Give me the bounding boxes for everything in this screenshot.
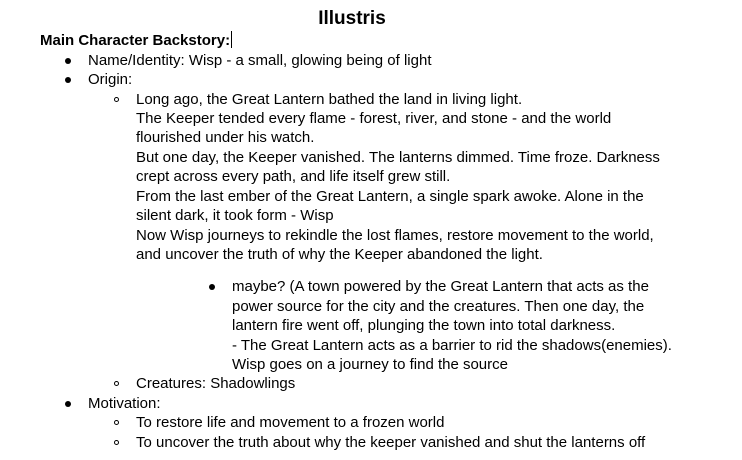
maybe-line: maybe? (A town powered by the Great Lantern that acts as the — [232, 278, 649, 295]
origin-line: crept across every path, and life itself grew still. — [136, 168, 451, 185]
bullet-circle-icon — [114, 97, 119, 102]
bullet-disc-icon — [65, 401, 71, 407]
maybe-line: - The Great Lantern acts as a barrier to rid the shadows(enemies). — [232, 337, 672, 354]
origin-line: and uncover the truth of why the Keeper abandoned the light. — [136, 246, 543, 263]
bullet-disc-icon — [65, 58, 71, 64]
maybe-line: power source for the city and the creatures. Then one day, the — [232, 298, 645, 315]
bullet-circle-icon — [114, 381, 119, 386]
origin-line: silent dark, it took form - Wisp — [136, 207, 334, 224]
section-heading[interactable] — [40, 31, 232, 51]
section-heading-text: Main Character Backstory: — [40, 32, 231, 49]
motivation-item: To uncover the truth about why the keeper vanished and shut the lanterns off — [136, 434, 646, 451]
motivation-item: To restore life and movement to a frozen world — [136, 414, 445, 431]
origin-line: flourished under his watch. — [136, 129, 315, 146]
origin-line: Long ago, the Great Lantern bathed the land in living light. — [136, 91, 523, 108]
list-item-identity: Name/Identity: Wisp - a small, glowing being of light — [88, 52, 432, 69]
maybe-line: lantern fire went off, plunging the town into total darkness. — [232, 317, 616, 334]
list-item-creatures: Creatures: Shadowlings — [136, 375, 296, 392]
bullet-circle-icon — [114, 420, 119, 425]
list-item-origin: Origin: — [88, 71, 133, 88]
origin-line: From the last ember of the Great Lantern, a single spark awoke. Alone in the — [136, 188, 644, 205]
bullet-disc-icon — [65, 77, 71, 83]
origin-line: But one day, the Keeper vanished. The lanterns dimmed. Time froze. Darkness — [136, 149, 660, 166]
text-cursor — [231, 31, 232, 48]
bullet-disc-icon — [209, 284, 215, 290]
maybe-line: Wisp goes on a journey to find the source — [232, 356, 508, 373]
bullet-circle-icon — [114, 440, 119, 445]
list-item-motivation: Motivation: — [88, 395, 161, 412]
origin-line: Now Wisp journeys to rekindle the lost flames, restore movement to the world, — [136, 227, 654, 244]
origin-line: The Keeper tended every flame - forest, river, and stone - and the world — [136, 110, 612, 127]
document-title: Illustris — [318, 8, 386, 29]
